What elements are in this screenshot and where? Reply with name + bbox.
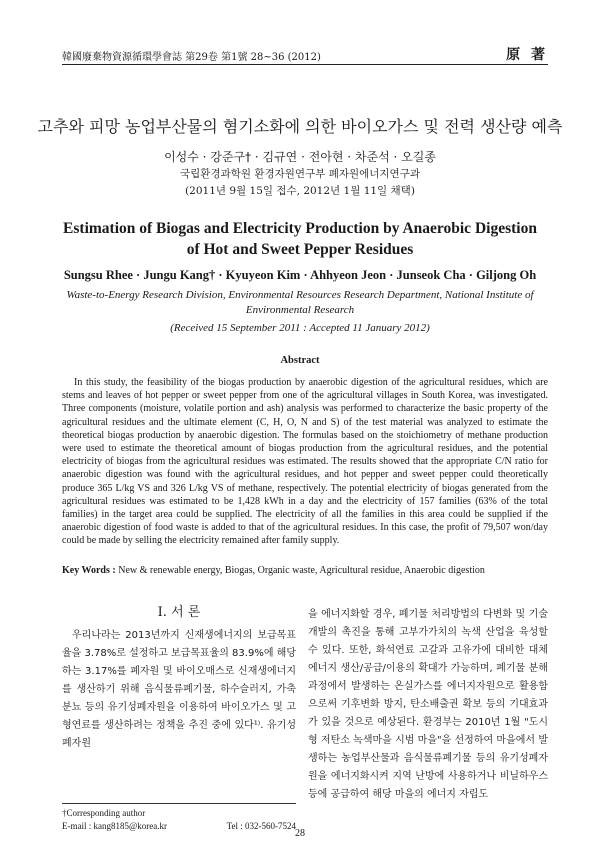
keywords-text: New & renewable energy, Biogas, Organic waste, Agricultural residue, Anaerobic digestion [118,565,485,576]
english-affiliation [0,288,600,318]
section-heading: I. 서 론 [157,605,201,620]
english-title [0,218,600,260]
english-authors: Sungsu Rhee · Jungu Kang† · Kyuyeon Kim · Ahhyeon Jeon · Junseok Cha · Giljong Oh [63,268,537,282]
english-title-line2: of Hot and Sweet Pepper Residues [186,241,414,258]
korean-affiliation: 국립환경과학원 환경자원연구부 폐자원에너지연구과 [180,168,420,180]
korean-authors: 이성수 · 강준구† · 김규연 · 전아현 · 차준석 · 오길종 [164,150,436,164]
intro-left-column: 우리나라는 2013년까지 신재생에너지의 보급목표율을 3.78%로 설정하고 보급목표율의 83.9%에 해당하는 3.17%를 폐자원 및 바이오매스로 신재생에너지를 생산하기 위해 음식물류폐기물, 하수슬러지, 가축분뇨 등의 유기성폐자원을 이용하여 바이오가스 및 고형연료를 생산하려는 정책을 추진 중에 있다¹⁾. 유기성폐자원 [62,630,296,749]
korean-title: 고추와 피망 농업부산물의 혐기소화에 의한 바이오가스 및 전력 생산량 예측 [37,117,563,136]
keywords [62,565,548,576]
footnote-tel: Tel : 032-560-7524 [226,821,296,831]
page-number: 28 [295,828,305,839]
corresponding-author-label: †Corresponding author [62,808,146,818]
footnote-divider [62,803,296,804]
english-affiliation-line2: Environmental Research [245,304,355,316]
english-dates: (Received 15 September 2011 : Accepted 11 January 2012) [170,322,430,334]
korean-dates: (2011년 9월 15일 접수, 2012년 1월 11일 채택) [185,185,415,197]
english-affiliation-line1: Waste-to-Energy Research Division, Environmental Resources Research Department, National Institute of [66,289,534,301]
abstract-heading: Abstract [280,355,320,366]
journal-name: 韓國廢棄物資源循環學會誌 第29卷 第1號 28~36 (2012) [62,52,321,63]
keywords-label: Key Words : [62,565,116,576]
english-title-line1: Estimation of Biogas and Electricity Production by Anaerobic Digestion [63,220,537,237]
journal-header [62,46,548,65]
abstract-text: In this study, the feasibility of the biogas production by anaerobic digestion of the agricultural residues, which are stems and leaves of hot pepper or sweet pepper from one of the agricultural villages in South Korea, was investigated. Three components (moisture, volatile portion and ash) analysis was performed to characterize the basic property of the agricultural residues and the ultimate element (C, H, O, N and S) of the test material was analyzed to estimate the theoretical biogas production by anaerobic digestion. The formulas based on the stoichiometry of methane production were used to estimate the theoretical amount of biogas production from the agricultural residues, and the potential electricity of biogas from the agricultural residues was estimated. The results showed that the appropriate C/N ratio for anaerobic digestion was found with the agricultural residues, and hot pepper and sweet pepper could theoretically produce 365 L/kg VS and 326 L/kg VS of methane, respectively. The potential electricity of biogas generated from the agricultural residues was estimated to be 1,428 kWh in a day and the electricity of 157 families (63% of the total families) in the target area could be supplied. The electricity of all the families in this area could be supplied if the anaerobic digestion of food waste is added to that of the agricultural residues. In this case, the profit of 79,507 won/day could be made by selling the electricity remained after family supply. [62,377,548,547]
article-type-label: 原 著 [506,47,548,63]
intro-right-column: 을 에너지화할 경우, 폐기물 처리방법의 다변화 및 기술개발의 촉진을 통해 고부가가치의 녹색 산업을 육성할 수 있다. 또한, 화석연료 고갈과 고유가에 대비한 대체에너지 생산/공급/이용의 확대가 가능하며, 폐기물 분해과정에서 발생하는 온실가스를 에너지자원으로 활용함으로써 기후변화 방지, 탄소배출권 확보 등의 기대효과가 있을 것으로 예상된다. 환경부는 2010년 1월 "도시형 저탄소 녹색마을 시범 마을"을 선정하여 마을에서 발생하는 농업부산물과 음식물류폐기물 등의 유기성폐자원을 에너지화시켜 지역 난방에 사용하거나 비닐하우스 등에 공급하여 해당 마을의 에너지 자립도 [308,609,548,800]
footnote-email: E-mail : kang8185@korea.kr [62,821,168,831]
